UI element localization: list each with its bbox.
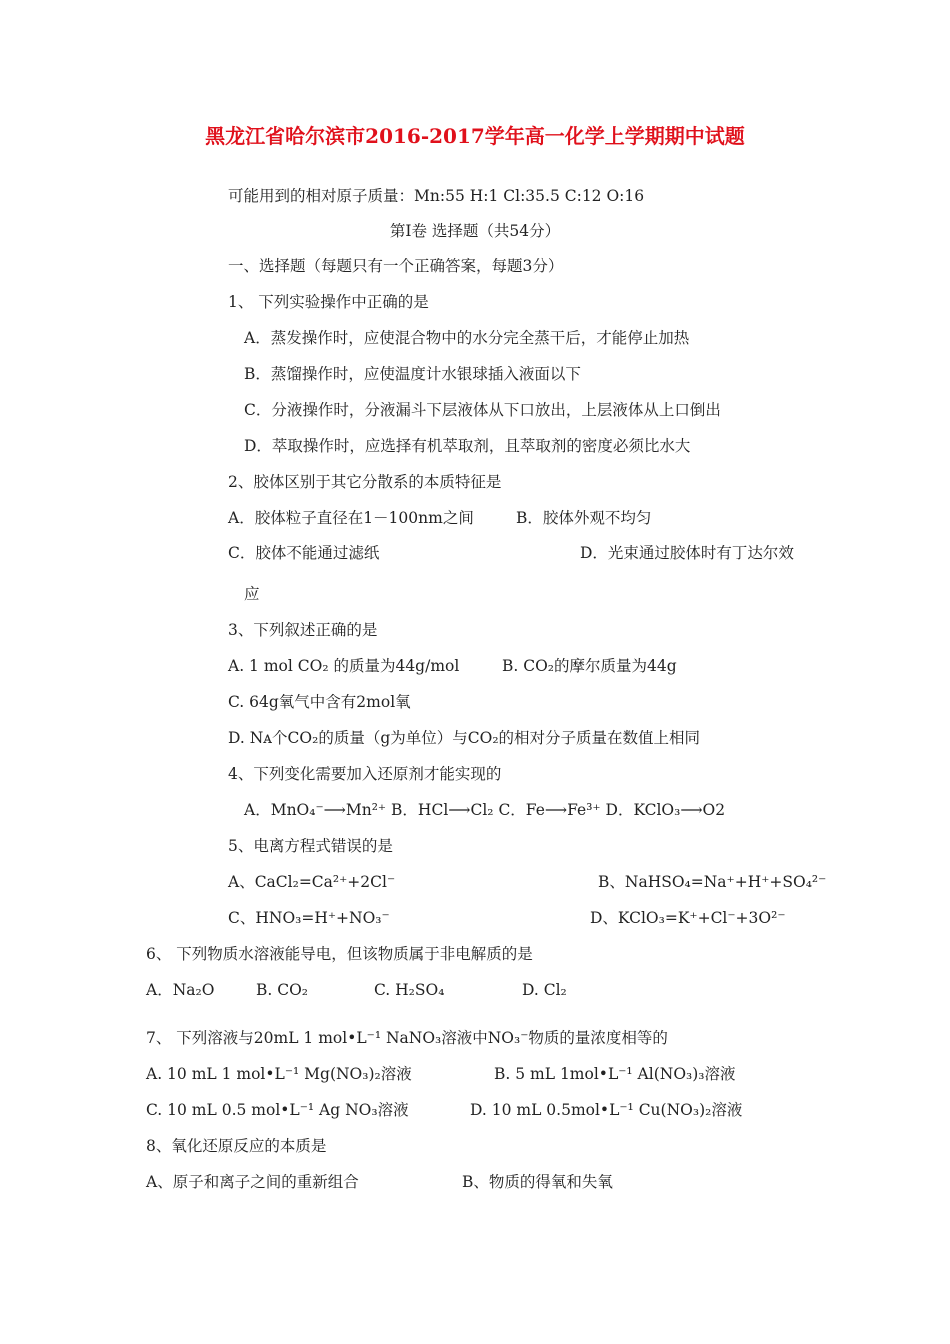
q3-option-d: D. Nᴀ个CO₂的质量（g为单位）与CO₂的相对分子质量在数值上相同 xyxy=(228,729,701,747)
q6-option-b: B. CO₂ xyxy=(256,981,309,999)
q2-option-d-continued: 应 xyxy=(244,585,260,603)
q6-stem: 6、 下列物质水溶液能导电，但该物质属于非电解质的是 xyxy=(146,945,533,963)
q5-option-b: B、NaHSO₄=Na⁺+H⁺+SO₄²⁻ xyxy=(598,873,827,891)
q1-option-c: C．分液操作时，分液漏斗下层液体从下口放出，上层液体从上口倒出 xyxy=(244,401,721,419)
q2-option-a: A．胶体粒子直径在1－100nm之间 xyxy=(228,509,474,527)
q7-option-c: C. 10 mL 0.5 mol•L⁻¹ Ag NO₃溶液 xyxy=(146,1101,409,1119)
q8-option-a: A、原子和离子之间的重新组合 xyxy=(146,1173,359,1191)
q5-stem: 5、电离方程式错误的是 xyxy=(228,837,393,855)
q4-stem: 4、下列变化需要加入还原剂才能实现的 xyxy=(228,765,502,783)
q2-option-b: B．胶体外观不均匀 xyxy=(516,509,652,527)
q1-option-b: B．蒸馏操作时，应使温度计水银球插入液面以下 xyxy=(244,365,581,383)
section1-header: 一、选择题（每题只有一个正确答案，每题3分） xyxy=(228,257,564,275)
q1-option-d: D．萃取操作时，应选择有机萃取剂，且萃取剂的密度必须比水大 xyxy=(244,437,691,455)
q1-stem: 1、 下列实验操作中正确的是 xyxy=(228,293,429,311)
q8-option-b: B、物质的得氧和失氧 xyxy=(462,1173,613,1191)
q5-option-c: C、HNO₃=H⁺+NO₃⁻ xyxy=(228,909,390,927)
q7-option-a: A. 10 mL 1 mol•L⁻¹ Mg(NO₃)₂溶液 xyxy=(146,1065,412,1083)
q8-stem: 8、氧化还原反应的本质是 xyxy=(146,1137,327,1155)
q6-option-c: C. H₂SO₄ xyxy=(374,981,445,999)
q3-option-a: A. 1 mol CO₂ 的质量为44g/mol xyxy=(228,657,460,675)
q2-option-d: D．光束通过胶体时有丁达尔效 xyxy=(580,544,794,562)
q6-option-d: D. Cl₂ xyxy=(522,981,567,999)
q2-option-c: C．胶体不能通过滤纸 xyxy=(228,544,380,562)
q7-option-b: B. 5 mL 1mol•L⁻¹ Al(NO₃)₃溶液 xyxy=(494,1065,736,1083)
page-title: 黑龙江省哈尔滨市2016-2017学年高一化学上学期期中试题 xyxy=(205,124,745,148)
part1-header: 第Ⅰ卷 选择题（共54分） xyxy=(389,222,561,240)
q4-options: A．MnO₄⁻⟶Mn²⁺ B．HCl⟶Cl₂ C．Fe⟶Fe³⁺ D．KClO₃⟶O2 xyxy=(244,801,726,819)
q3-option-b: B. CO₂的摩尔质量为44g xyxy=(502,657,677,675)
q1-option-a: A．蒸发操作时，应使混合物中的水分完全蒸干后，才能停止加热 xyxy=(244,329,690,347)
atomic-masses-note: 可能用到的相对原子质量：Mn:55 H:1 Cl:35.5 C:12 O:16 xyxy=(228,187,645,205)
q7-option-d: D. 10 mL 0.5mol•L⁻¹ Cu(NO₃)₂溶液 xyxy=(470,1101,743,1119)
q3-option-c: C. 64g氧气中含有2mol氧 xyxy=(228,693,411,711)
q5-option-a: A、CaCl₂=Ca²⁺+2Cl⁻ xyxy=(228,873,396,891)
q5-option-d: D、KClO₃=K⁺+Cl⁻+3O²⁻ xyxy=(590,909,786,927)
q7-stem: 7、 下列溶液与20mL 1 mol•L⁻¹ NaNO₃溶液中NO₃⁻物质的量浓度相等的 xyxy=(146,1029,668,1047)
q3-stem: 3、下列叙述正确的是 xyxy=(228,621,378,639)
q2-stem: 2、胶体区别于其它分散系的本质特征是 xyxy=(228,473,502,491)
q6-option-a: A．Na₂O xyxy=(146,981,215,999)
